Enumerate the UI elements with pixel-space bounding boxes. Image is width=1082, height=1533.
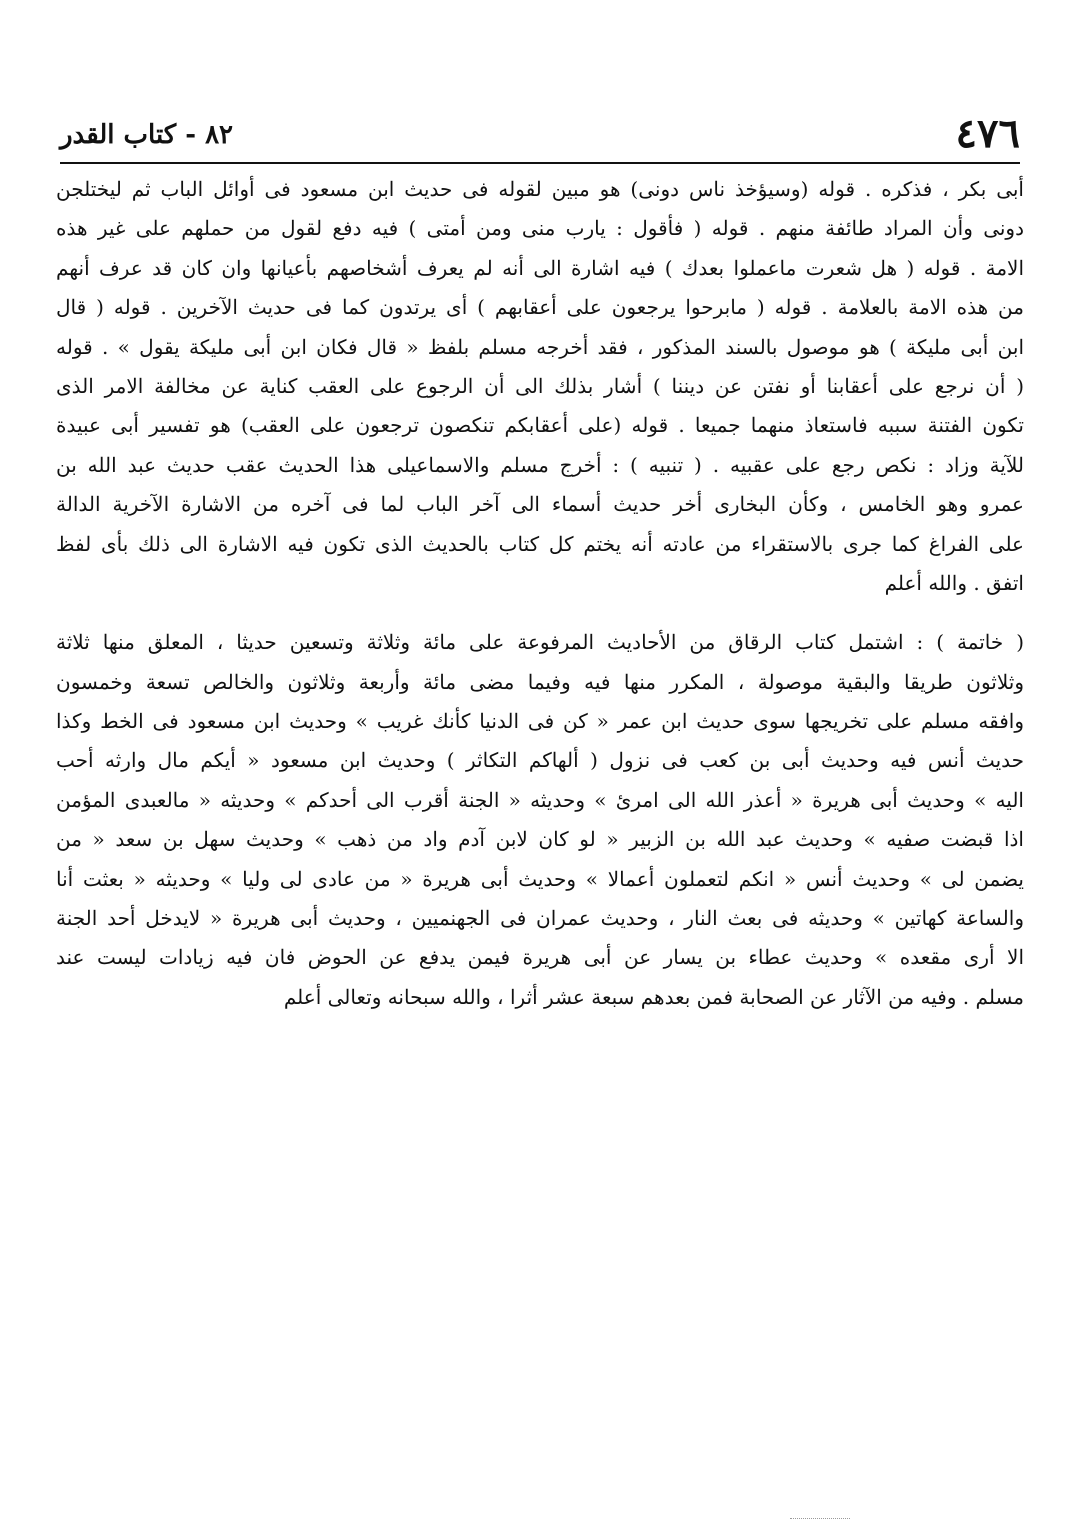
text-line: وثلاثون طريقا والبقية موصولة ، المكرر منها فيه وفيما مضى مائة وأربعة وثلاثون والخالص تسعة وخمسون xyxy=(56,669,1024,694)
text-line: ( خاتمة ) : اشتمل كتاب الرقاق من الأحاديث المرفوعة على مائة وثلاثة وتسعين حديثا ، المعلق منها ثلاثة xyxy=(56,630,1024,655)
page-header xyxy=(60,112,1020,164)
text-line: من هذه الامة بالعلامة . قوله ( مابرحوا يرجعون على أعقابهم ) أى يرتدون كما فى حديث الآخرين . قوله ( قال xyxy=(56,295,1024,320)
header-divider xyxy=(60,162,1020,164)
page-body xyxy=(56,170,1024,1017)
paragraph-commentary xyxy=(56,170,1024,603)
text-line: على الفراغ كما جرى بالاستقراء من عادته أنه يختم كل كتاب بالحديث الذى تكون فيه الاشارة الى ذلك بأى لفظ xyxy=(56,531,1024,556)
text-line: دونى وأن المراد طائفة منهم . قوله ( فأقول : يارب منى ومن أمتى ) فيه دفع لقول من حملهم على غير هذه xyxy=(56,216,1024,241)
text-line: تكون الفتنة سببه فاستعاذ منهما جميعا . قوله (على أعقابكم تنكصون ترجعون على العقب) هو تفسير أبى عبيدة xyxy=(56,413,1024,438)
text-line: الامة . قوله ( هل شعرت ماعملوا بعدك ) فيه اشارة الى أنه لم يعرف أشخاصهم بأعيانها وان كان قد عرف أنهم xyxy=(56,255,1024,280)
text-line: الا أرى مقعده » وحديث عطاء بن يسار عن أبى هريرة فيمن يدفع عن الحوض فان فيه زيادات ليست عند xyxy=(56,945,1024,970)
text-line: اتفق . والله أعلم xyxy=(884,570,1024,595)
page-number: ٤٧٦ xyxy=(955,110,1020,157)
paragraph-gap xyxy=(56,603,1024,623)
text-line: ( أن نرجع على أعقابنا أو نفتن عن ديننا ) أشار بذلك الى أن الرجوع على العقب كناية عن مخالفة الامر الذى xyxy=(56,373,1024,398)
scan-artifact xyxy=(790,1518,850,1519)
text-line: عمرو وهو الخامس ، وكأن البخارى أخر حديث أسماء الى آخر الباب لما فى آخره من الاشارة الآخرية الدالة xyxy=(56,492,1024,517)
text-line: اذا قبضت صفيه » وحديث عبد الله بن الزبير « لو كان لابن آدم واد من ذهب » وحديث سهل بن سعد « من xyxy=(56,827,1024,852)
text-line: والساعة كهاتين » وحديثه فى بعث النار ، وحديث عمران فى الجهنميين ، وحديث أبى هريرة « لايدخل أحد الجنة xyxy=(56,906,1024,931)
text-line: مسلم . وفيه من الآثار عن الصحابة فمن بعدهم سبعة عشر أثرا ، والله سبحانه وتعالى أعلم xyxy=(283,984,1024,1009)
paragraph-conclusion xyxy=(56,623,1024,1017)
text-line: وافقه مسلم على تخريجها سوى حديث ابن عمر « كن فى الدنيا كأنك غريب » وحديث ابن مسعود فى الخط وكذا xyxy=(56,709,1024,734)
text-line: اليه » وحديث أبى هريرة « أعذر الله الى امرئ » وحديثه « الجنة أقرب الى أحدكم » وحديثه « مالعبدى المؤمن xyxy=(56,787,1024,812)
text-line: للآية وزاد : نكص رجع على عقبيه . ( تنبيه ) : أخرج مسلم والاسماعيلى هذا الحديث عقب حديث عبد الله بن xyxy=(56,452,1024,477)
text-line: حديث أنس فيه وحديث أبى بن كعب فى نزول ( ألهاكم التكاثر ) وحديث ابن مسعود « أيكم مال وارثه أحب xyxy=(56,748,1024,773)
running-head: ٨٢ - كتاب القدر xyxy=(60,120,234,150)
text-line: أبى بكر ، فذكره . قوله (وسيؤخذ ناس دونى) هو مبين لقوله فى حديث ابن مسعود فى أوائل الباب ثم ليختلجن xyxy=(56,177,1024,201)
text-line: ابن أبى مليكة ) هو موصول بالسند المذكور ، فقد أخرجه مسلم بلفظ « قال فكان ابن أبى مليكة يقول » . قوله xyxy=(56,334,1024,359)
text-line: يضمن لى » وحديث أنس « انكم لتعملون أعمالا » وحديث أبى هريرة « من عادى لى وليا » وحديثه « بعثت أنا xyxy=(56,866,1024,891)
